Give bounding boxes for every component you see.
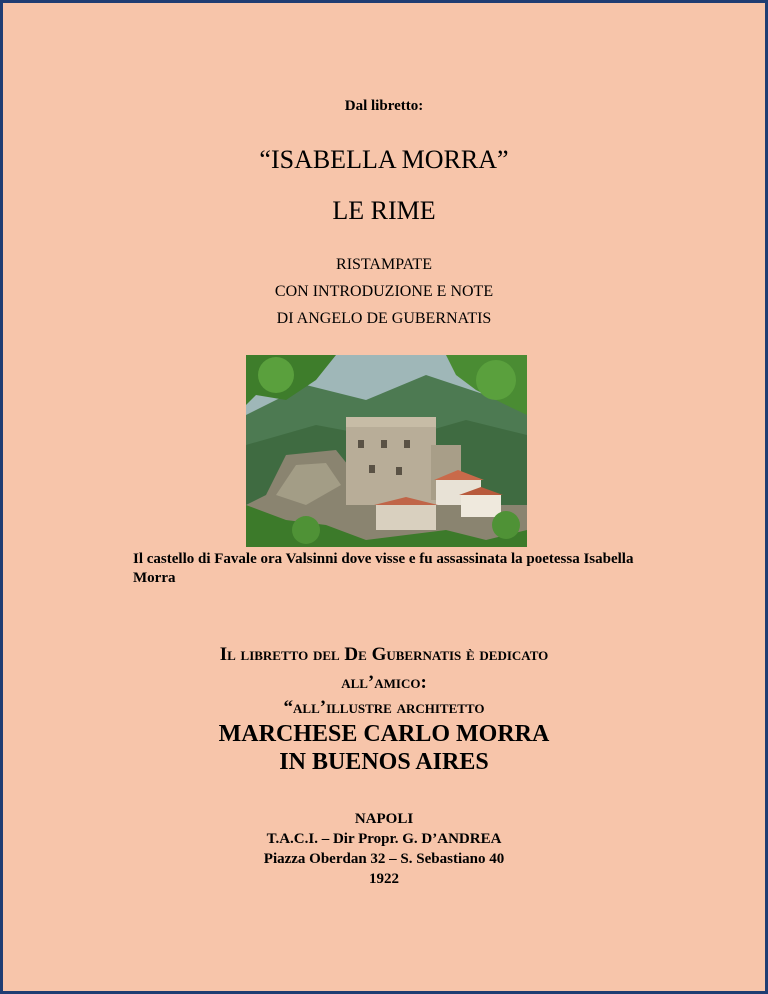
dedication-line-2: all’amico: [341,672,427,693]
book-title: “ISABELLA MORRA” [259,145,509,174]
dedication-name: MARCHESE CARLO MORRA [218,721,550,747]
dedication-line-1: Il libretto del De Gubernatis è dedicato [219,644,549,665]
photo-caption: Il castello di Favale ora Valsinni dove visse e fu assassinata la poetessa Isabella Morra [133,551,634,586]
meta-line-author: DI ANGELO DE GUBERNATIS [276,310,492,327]
publisher-city: NAPOLI [354,811,414,827]
meta-line-introduction: CON INTRODUZIONE E NOTE [274,283,494,300]
castle-landscape-icon [246,355,527,547]
dedication-location: IN BUENOS AIRES [279,749,489,775]
publication-year: 1922 [369,871,399,887]
dedication-line-3: “all’illustre architetto [283,697,485,718]
publisher-name: T.A.C.I. – Dir Propr. G. D’ANDREA [266,831,502,847]
castle-photo [246,355,527,547]
meta-line-reprinted: RISTAMPATE [336,256,432,273]
intro-text: Dal libretto: [344,98,424,114]
book-subtitle: LE RIME [332,196,436,225]
publisher-address: Piazza Oberdan 32 – S. Sebastiano 40 [263,851,505,867]
